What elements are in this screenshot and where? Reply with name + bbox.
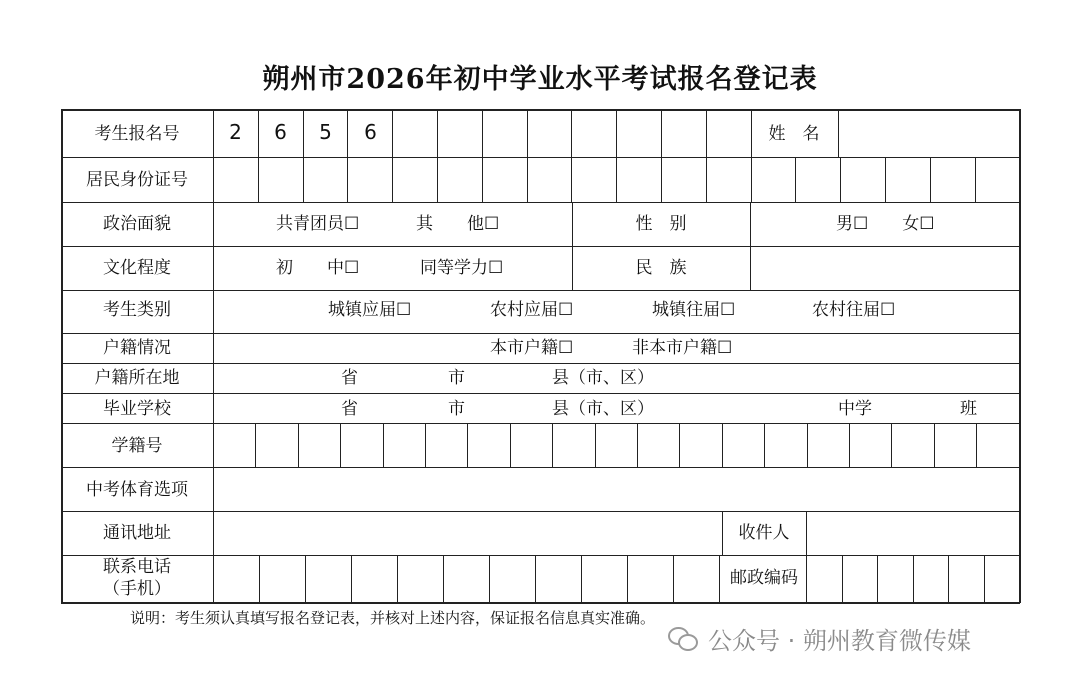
table-rule	[61, 511, 1019, 512]
option-local-household[interactable]: 本市户籍☐	[490, 338, 574, 358]
option-urban-current[interactable]: 城镇应届☐	[328, 300, 412, 320]
table-rule	[61, 290, 1019, 291]
table-rule	[1019, 109, 1021, 603]
table-rule	[61, 333, 1019, 334]
form-note: 说明：考生须认真填写报名登记表，并核对上述内容，保证报名信息真实准确。	[130, 609, 656, 627]
table-rule	[885, 157, 886, 202]
label-ethnicity: 民 族	[635, 258, 687, 278]
watermark	[668, 618, 971, 658]
table-rule	[305, 555, 306, 602]
table-rule	[571, 109, 572, 157]
table-rule	[661, 109, 662, 157]
table-rule	[722, 423, 723, 467]
table-rule	[616, 157, 617, 202]
school-county: 县（市、区）	[552, 399, 654, 419]
table-rule	[706, 157, 707, 202]
table-rule	[764, 423, 765, 467]
table-rule	[61, 555, 1019, 556]
table-rule	[437, 157, 438, 202]
household-county: 县（市、区）	[552, 368, 654, 388]
exam-number-digit[interactable]: 2	[229, 120, 242, 144]
table-rule	[298, 423, 299, 467]
table-rule	[913, 555, 914, 602]
table-rule	[392, 157, 393, 202]
table-rule	[581, 555, 582, 602]
table-rule	[750, 202, 751, 290]
table-rule	[984, 555, 985, 602]
table-rule	[930, 157, 931, 202]
table-rule	[948, 555, 949, 602]
table-rule	[510, 423, 511, 467]
table-rule	[489, 555, 490, 602]
option-equivalent[interactable]: 同等学力☐	[420, 258, 504, 278]
label-education: 文化程度	[103, 258, 171, 278]
table-rule	[351, 555, 352, 602]
option-rural-past[interactable]: 农村往届☐	[812, 300, 896, 320]
table-rule	[976, 423, 977, 467]
table-rule	[637, 423, 638, 467]
household-province: 省	[341, 368, 358, 388]
label-student-id: 学籍号	[111, 436, 163, 456]
table-rule	[482, 109, 483, 157]
table-rule	[303, 157, 304, 202]
form-title: 朔州市2026年初中学业水平考试报名登记表	[262, 64, 818, 95]
label-candidate-type: 考生类别	[103, 300, 171, 320]
table-rule	[443, 555, 444, 602]
table-rule	[571, 157, 572, 202]
table-rule	[61, 467, 1019, 468]
table-rule	[255, 423, 256, 467]
table-rule	[259, 555, 260, 602]
wechat-icon	[668, 625, 698, 651]
table-rule	[706, 109, 707, 157]
table-rule	[795, 157, 796, 202]
table-rule	[616, 109, 617, 157]
household-city: 市	[448, 368, 465, 388]
exam-number-digit[interactable]: 5	[319, 120, 332, 144]
label-id-number: 居民身份证号	[86, 170, 188, 190]
label-address: 通讯地址	[103, 523, 171, 543]
option-league-member[interactable]: 共青团员☐	[276, 214, 360, 234]
table-rule	[527, 157, 528, 202]
table-rule	[661, 157, 662, 202]
option-rural-current[interactable]: 农村应届☐	[490, 300, 574, 320]
label-household-status: 户籍情况	[103, 338, 171, 358]
table-rule	[61, 202, 1019, 203]
table-rule	[806, 511, 807, 555]
table-rule	[595, 423, 596, 467]
table-rule	[679, 423, 680, 467]
table-rule	[61, 393, 1019, 394]
table-rule	[877, 555, 878, 602]
label-name: 姓 名	[768, 124, 820, 144]
table-rule	[535, 555, 536, 602]
table-rule	[425, 423, 426, 467]
school-class: 班	[960, 399, 977, 419]
label-gender: 性 别	[635, 214, 687, 234]
label-household-location: 户籍所在地	[94, 368, 180, 388]
school-middle-school: 中学	[838, 399, 872, 419]
table-rule	[61, 363, 1019, 364]
table-rule	[383, 423, 384, 467]
table-rule	[347, 157, 348, 202]
table-rule	[61, 602, 1020, 604]
table-rule	[61, 157, 1019, 158]
table-rule	[838, 109, 839, 157]
option-junior-high[interactable]: 初 中☐	[276, 258, 360, 278]
option-nonlocal-household[interactable]: 非本市户籍☐	[632, 338, 733, 358]
exam-number-digit[interactable]: 6	[364, 120, 377, 144]
table-rule	[934, 423, 935, 467]
table-rule	[975, 157, 976, 202]
table-rule	[751, 157, 752, 202]
option-gender[interactable]: 男☐ 女☐	[836, 214, 935, 234]
label-phone: 联系电话	[103, 557, 171, 577]
table-rule	[527, 109, 528, 157]
table-rule	[552, 423, 553, 467]
table-rule	[891, 423, 892, 467]
table-rule	[397, 555, 398, 602]
label-phone-mobile: （手机）	[103, 579, 171, 599]
table-rule	[437, 109, 438, 157]
table-rule	[61, 109, 1020, 111]
school-city: 市	[448, 399, 465, 419]
table-rule	[719, 555, 720, 602]
table-rule	[842, 555, 843, 602]
option-other[interactable]: 其 他☐	[416, 214, 500, 234]
table-rule	[258, 157, 259, 202]
table-rule	[61, 423, 1019, 424]
label-exam-number: 考生报名号	[94, 124, 180, 144]
table-rule	[482, 157, 483, 202]
table-rule	[807, 423, 808, 467]
table-rule	[849, 423, 850, 467]
label-recipient: 收件人	[738, 523, 790, 543]
label-graduation-school: 毕业学校	[103, 399, 171, 419]
exam-number-digit[interactable]: 6	[274, 120, 287, 144]
table-rule	[61, 246, 1019, 247]
option-urban-past[interactable]: 城镇往届☐	[652, 300, 736, 320]
watermark-text: 公众号 · 朔州教育微传媒	[708, 626, 971, 655]
table-rule	[340, 423, 341, 467]
table-rule	[467, 423, 468, 467]
label-political-status: 政治面貌	[103, 214, 171, 234]
label-postcode: 邮政编码	[730, 568, 798, 588]
table-rule	[806, 555, 807, 602]
label-pe-option: 中考体育选项	[86, 480, 188, 500]
table-rule	[840, 157, 841, 202]
school-province: 省	[341, 399, 358, 419]
table-rule	[627, 555, 628, 602]
table-rule	[213, 109, 214, 602]
table-rule	[673, 555, 674, 602]
